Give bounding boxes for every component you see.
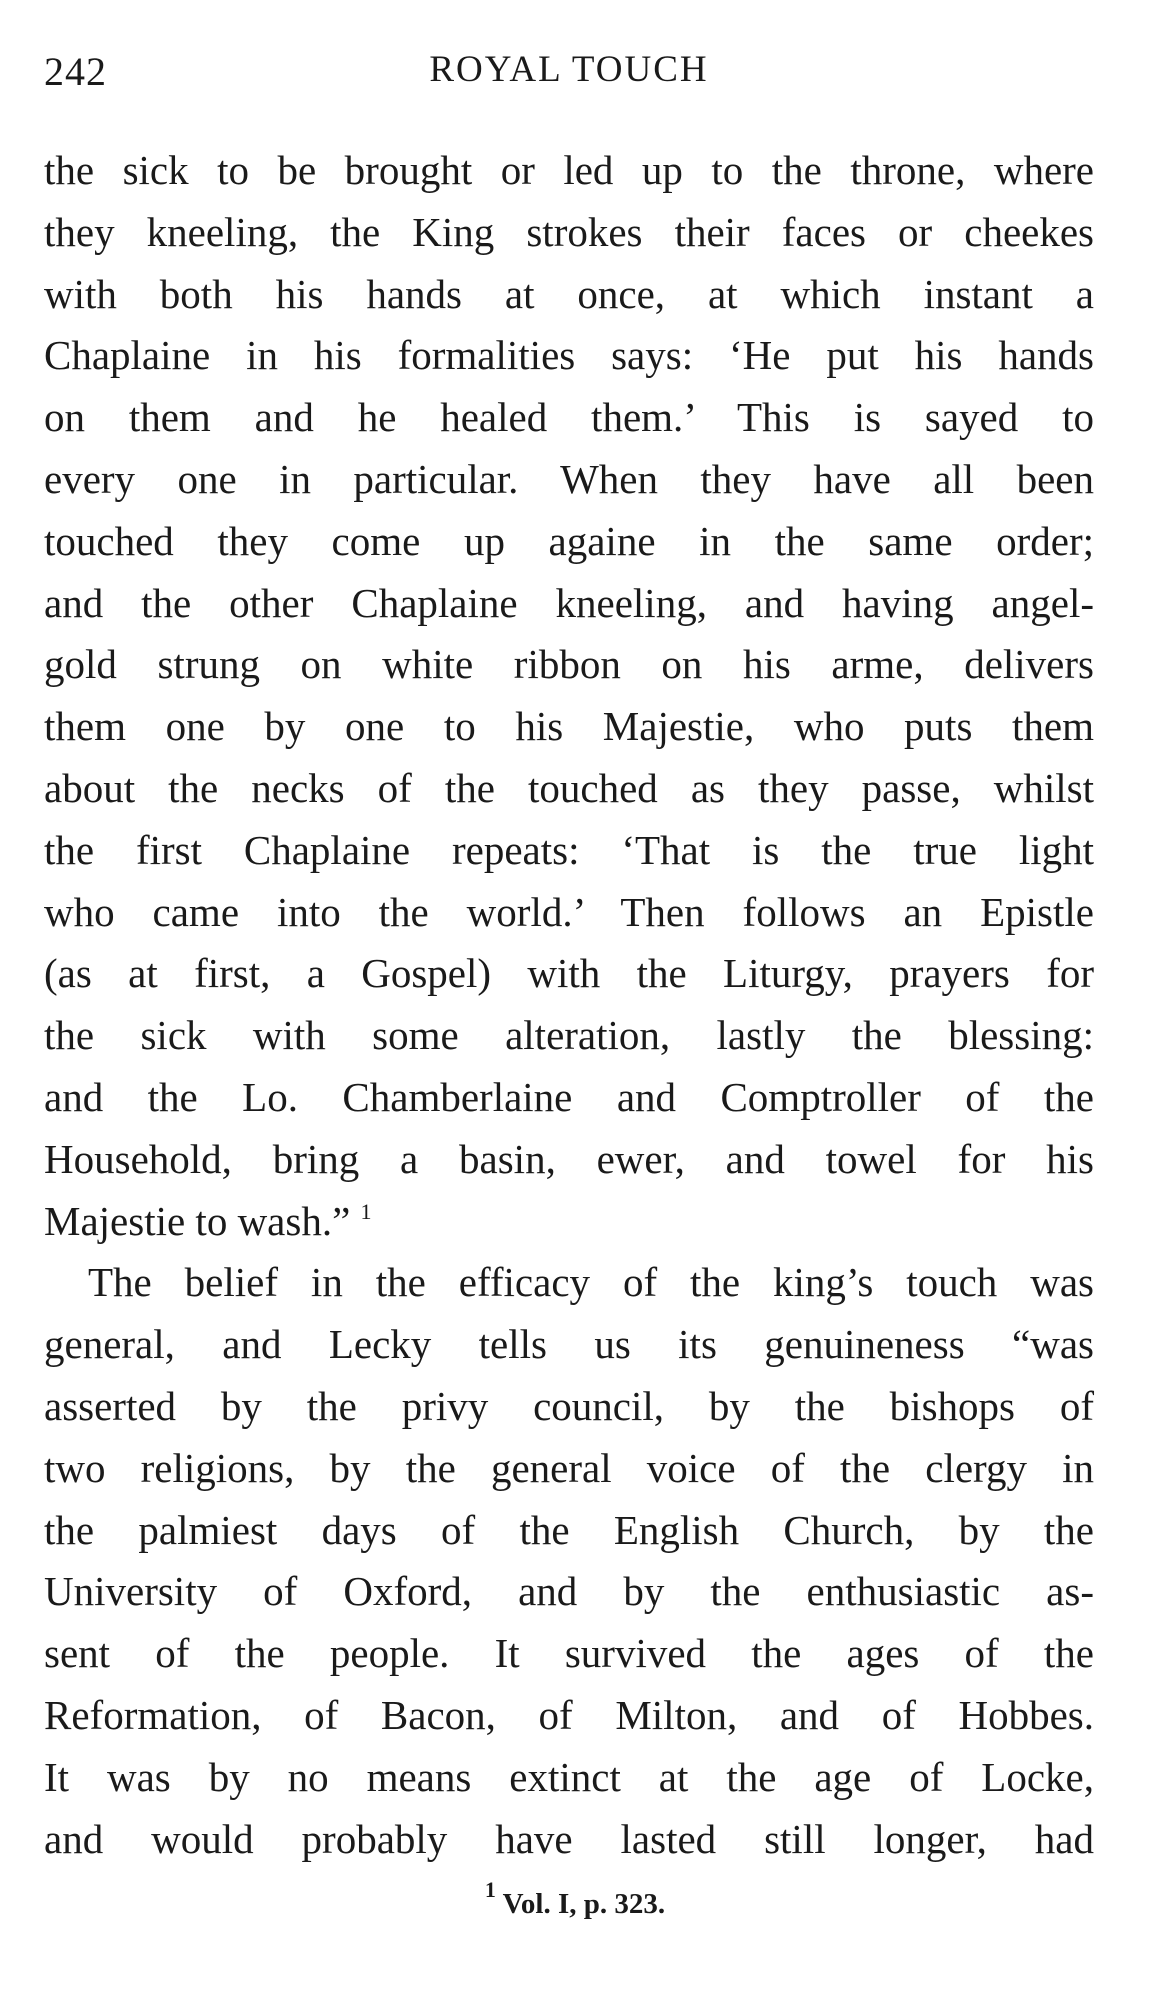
paragraph-1	[44, 140, 1094, 1252]
text-line: gold strung on white ribbon on his arme, delivers	[44, 641, 1094, 688]
text-line-last	[44, 1191, 1094, 1253]
text-line: with both his hands at once, at which instant a	[44, 270, 1094, 317]
text-line: It was by no means extinct at the age of Locke,	[44, 1753, 1094, 1800]
text-line: they kneeling, the King strokes their faces or cheekes	[44, 208, 1094, 255]
footnote-marker: 1	[484, 1877, 496, 1902]
page-header	[44, 48, 1094, 108]
text-line: the sick to be brought or led up to the throne, where	[44, 147, 1094, 193]
text-line: about the necks of the touched as they passe, whilst	[44, 764, 1094, 811]
text-line: Chaplaine in his formalities says: ‘He put his hands	[44, 332, 1094, 379]
text-line: general, and Lecky tells us its genuineness “was	[44, 1321, 1094, 1368]
text-line: and would probably have lasted still longer, had	[44, 1815, 1094, 1862]
text-line: who came into the world.’ Then follows an Epistle	[44, 888, 1094, 935]
running-title: ROYAL TOUCH	[429, 49, 709, 90]
text-line: and the Lo. Chamberlaine and Comptroller of the	[44, 1073, 1094, 1120]
footnote	[0, 1877, 1150, 1921]
text-line: the sick with some alteration, lastly the blessing:	[44, 1012, 1094, 1059]
text-line: Household, bring a basin, ewer, and towel for his	[44, 1135, 1094, 1182]
footnote-reference[interactable]: 1	[360, 1198, 372, 1224]
text-line: the palmiest days of the English Church, by the	[44, 1506, 1094, 1553]
text-line: (as at first, a Gospel) with the Liturgy, prayers for	[44, 950, 1094, 997]
page-number: 242	[44, 49, 107, 94]
footnote-text: Vol. I, p. 323.	[502, 1888, 666, 1920]
text-line: Reformation, of Bacon, of Milton, and of Hobbes.	[44, 1691, 1094, 1738]
text-line: them one by one to his Majestie, who puts them	[44, 703, 1094, 750]
text-line: asserted by the privy council, by the bishops of	[44, 1382, 1094, 1429]
text-line: two religions, by the general voice of the clergy in	[44, 1444, 1094, 1491]
text-line: sent of the people. It survived the ages of the	[44, 1630, 1094, 1677]
text-line: and the other Chaplaine kneeling, and having angel-	[44, 579, 1094, 626]
body-text	[44, 140, 1094, 1870]
text-line-content: Majestie to wash.”	[44, 1197, 351, 1244]
text-line: on them and he healed them.’ This is sayed to	[44, 394, 1094, 441]
text-line: the first Chaplaine repeats: ‘That is the true light	[44, 826, 1094, 873]
text-line: touched they come up againe in the same order;	[44, 517, 1094, 564]
text-line: University of Oxford, and by the enthusiastic as-	[44, 1568, 1094, 1615]
text-line: every one in particular. When they have all been	[44, 455, 1094, 502]
paragraph-2	[44, 1252, 1094, 1870]
text-line-indented: The belief in the efficacy of the king’s touch was	[88, 1259, 1094, 1306]
